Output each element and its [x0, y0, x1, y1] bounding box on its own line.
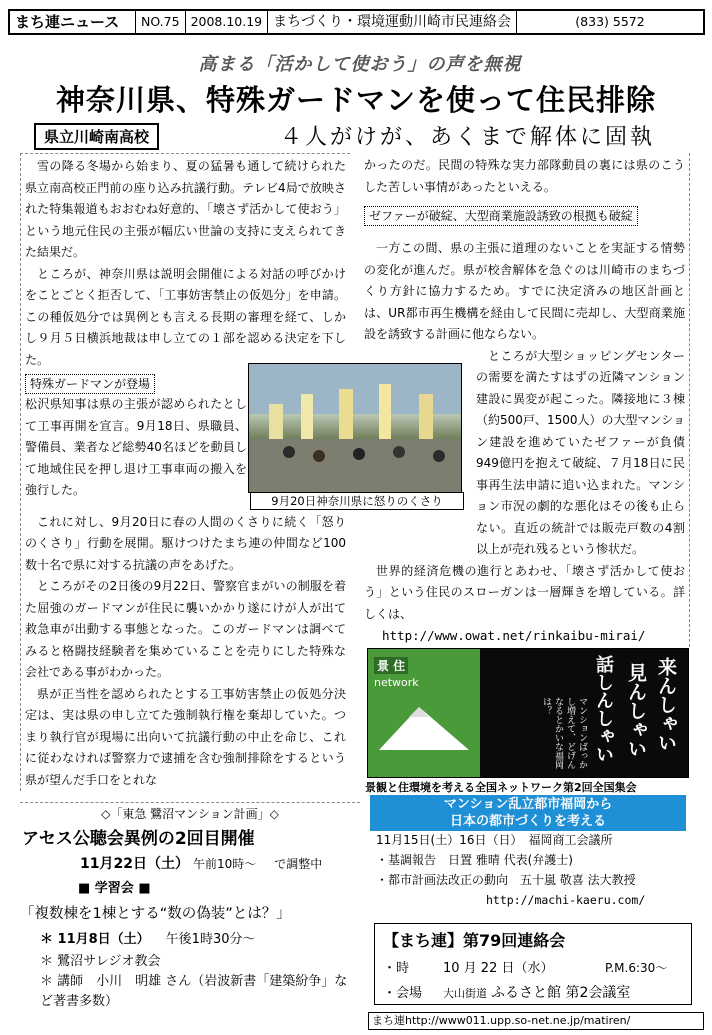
photo-caption: 9月20日神奈川県に怒りのくさり: [250, 492, 464, 510]
study-time: 午後1時30分～: [165, 932, 256, 947]
meeting-title: 【まち連】第79回連絡会: [383, 931, 566, 950]
study-lecturer: ＊ 講師 小川 明雄 さん（岩波新書「建築紛争」など著書多数）: [40, 974, 348, 1009]
mountain-icon: [374, 695, 474, 755]
study-question: 「複数棟を1棟とする“数の偽装”とは？」: [20, 906, 291, 922]
article-para-r1: かったのだ。民間の特殊な実力部隊動員の裏には県のこうした苦しい事情があったといえる。: [364, 158, 685, 194]
ad-script-3: 話しんしゃい: [593, 655, 614, 763]
brand: まち連ニュース: [10, 11, 136, 33]
meeting-venue-street: 大山街道: [443, 987, 487, 1000]
org-name: まちづくり・環境運動川崎市民連絡会: [268, 11, 517, 33]
ad-small-text: マンションばっかし増えて、どげんなるとかいな福岡は？: [541, 697, 587, 769]
poster-ad: [367, 648, 689, 778]
section-box-zephyr: ゼファーが破綻、大型商業施設誘致の根拠も破綻: [364, 206, 638, 226]
event-url[interactable]: http://machi-kaeru.com/: [486, 893, 646, 907]
event-date: 11月15日(土）16日（日） 福岡商工会議所: [376, 833, 613, 847]
study-date: ＊ 11月8日（土）: [40, 932, 150, 947]
sagi-title: ◇「東急 鷺沼マンション計画」◇: [101, 807, 279, 821]
ad-logo: 景 住: [374, 657, 408, 674]
headline: 神奈川県、特殊ガードマンを使って住民排除: [55, 83, 656, 117]
lower-left-box: [20, 802, 360, 1030]
study-venue: ＊ 鷺沼サレジオ教会: [40, 954, 161, 969]
meeting-venue-label: ・会場: [383, 986, 423, 1001]
article-para-r3: ところが大型ショッピングセンターの需要を満たすはずの近隣マンション建設に異変が起こった。隣接地に３棟（約500戸、1500人）の大型マンション建設を進めていたゼファーが負債949億円を抱えて破綻、７月18日に民事再生法申請に追い込まれた。マンション市況の劇的な悪化はその後も止らない。直近の統計では販売戸数の4割以上が売れ残るという惨状だ。: [476, 348, 685, 556]
article-para-3: 松沢県知事は県の主張が認められたとして工事再開を宣言。9月18日、県職員、警備員、業者など総勢40名ほどを動員して地域住民を押し退け工事車両の搬入を強行した。: [25, 397, 247, 497]
meeting-venue: ふるさと館 第2会議室: [491, 985, 631, 1001]
event-item-1: ・基調報告 日置 雅晴 代表(弁護士): [376, 853, 573, 867]
section-box-guardman: 特殊ガードマンが登場: [25, 374, 155, 394]
issue-number: NO.75: [136, 11, 186, 33]
headline-2: ４人がけが、あくまで解体に固執: [280, 125, 656, 150]
meeting-time: P.M.6:30～: [605, 961, 668, 975]
event-banner-line-1: マンション乱立都市福岡から: [443, 797, 613, 812]
event-item-2: ・都市計画法改正の動向 五十嵐 敬喜 法大教授: [376, 873, 636, 887]
footer-url[interactable]: まち連http://www011.upp.so-net.ne.jp/matiren/: [368, 1012, 704, 1030]
ad-script-2: 見んしゃい: [625, 663, 647, 758]
meeting-when-label: ・時: [383, 961, 410, 976]
study-heading: ■ 学習会 ■: [78, 881, 151, 896]
meeting-date: 10 月 22 日（水）: [443, 961, 554, 976]
hearing-date: 11月22日（土）: [80, 856, 189, 872]
event-banner: [370, 795, 686, 831]
meeting-box: [374, 923, 692, 1005]
article-para-4: これに対し、9月20日に春の人間のくさりに続く「怒りのくさり」行動を展開。駆けつけたまち連の仲間など100数十名で県に対する抗議の声をあげた。: [25, 514, 346, 572]
event-details: [376, 830, 696, 910]
subheadline: 高まる「活かして使おう」の声を無視: [198, 54, 522, 75]
event-banner-line-2: 日本の都市づくりを考える: [449, 814, 606, 829]
hearing-time: 午前10時～: [192, 857, 257, 871]
sagi-heading: アセス公聴会異例の2回目開催: [22, 829, 255, 849]
hearing-status: で調整中: [274, 857, 323, 871]
ad-logo-sub: network: [374, 676, 419, 689]
article-para-r2: 一方この間、県の主張に道理のないことを実証する情勢の変化が進んだ。県が校舎解体を急ぐのは川崎市のまちづくり方針に協力するため。すでに決定済みの地区計画とは、UR都市再生機構を経由して民間に売却し、大型商業施設を誘致する計画に他ならない。: [364, 241, 685, 341]
article-para-r4: 世界的経済危機の進行とあわせ、「壊さず活かして使おう」という住民のスローガンは一層輝きを増している。詳しくは、: [364, 563, 685, 621]
ad-script-1: 来んしゃい: [655, 657, 677, 752]
article-url[interactable]: http://www.owat.net/rinkaibu-mirai/: [382, 628, 646, 643]
article-para-1: 雪の降る冬場から始まり、夏の猛暑も通して続けられた県立南高校正門前の座り込み抗議行動。テレビ4局で放映された特集報道もおおむね好意的、「壊さず活かして使おう」という地元住民の主張が幅広い世論の支持に支えられてきた結果だ。: [25, 159, 346, 259]
article-para-2: ところが、神奈川県は説明会開催による対話の呼びかけをことごとく拒否して、「工事妨害禁止の仮処分」を申請。この種仮処分では異例とも言える長期の審理を経て、しかし９月５日横浜地裁は申し立ての１部を認める決定を下した。: [25, 266, 346, 367]
issue-date: 2008.10.19: [186, 11, 269, 33]
right-column: [360, 153, 690, 647]
event-title: 景観と住環境を考える全国ネットワーク第2回全国集会: [365, 781, 637, 794]
ad-logo-panel: [368, 649, 480, 778]
phone: (833) 5572: [575, 14, 645, 29]
masthead: [8, 9, 705, 35]
topic-tag: 県立川崎南高校: [34, 123, 159, 150]
article-para-5: ところがその2日後の9月22日、警察官まがいの制服を着た屈強のガードマンが住民に襲いかかり遂にけが人が出て救急車が出動する事態となった。このガードマンは調べてみると格闘技経験者を集めていることを売りにした特殊な会社である事がわかった。: [25, 579, 346, 679]
article-para-6: 県が正当性を認められたとする工事妨害禁止の仮処分決定は、実は県の申し立てた強制執行権を棄却していた。つまり執行官が現場に出向いて抗議行動の中止を命じ、これに従わなければ警察力で逮捕を含む強制排除をするという県が望んだ手口をとれな: [25, 686, 346, 787]
